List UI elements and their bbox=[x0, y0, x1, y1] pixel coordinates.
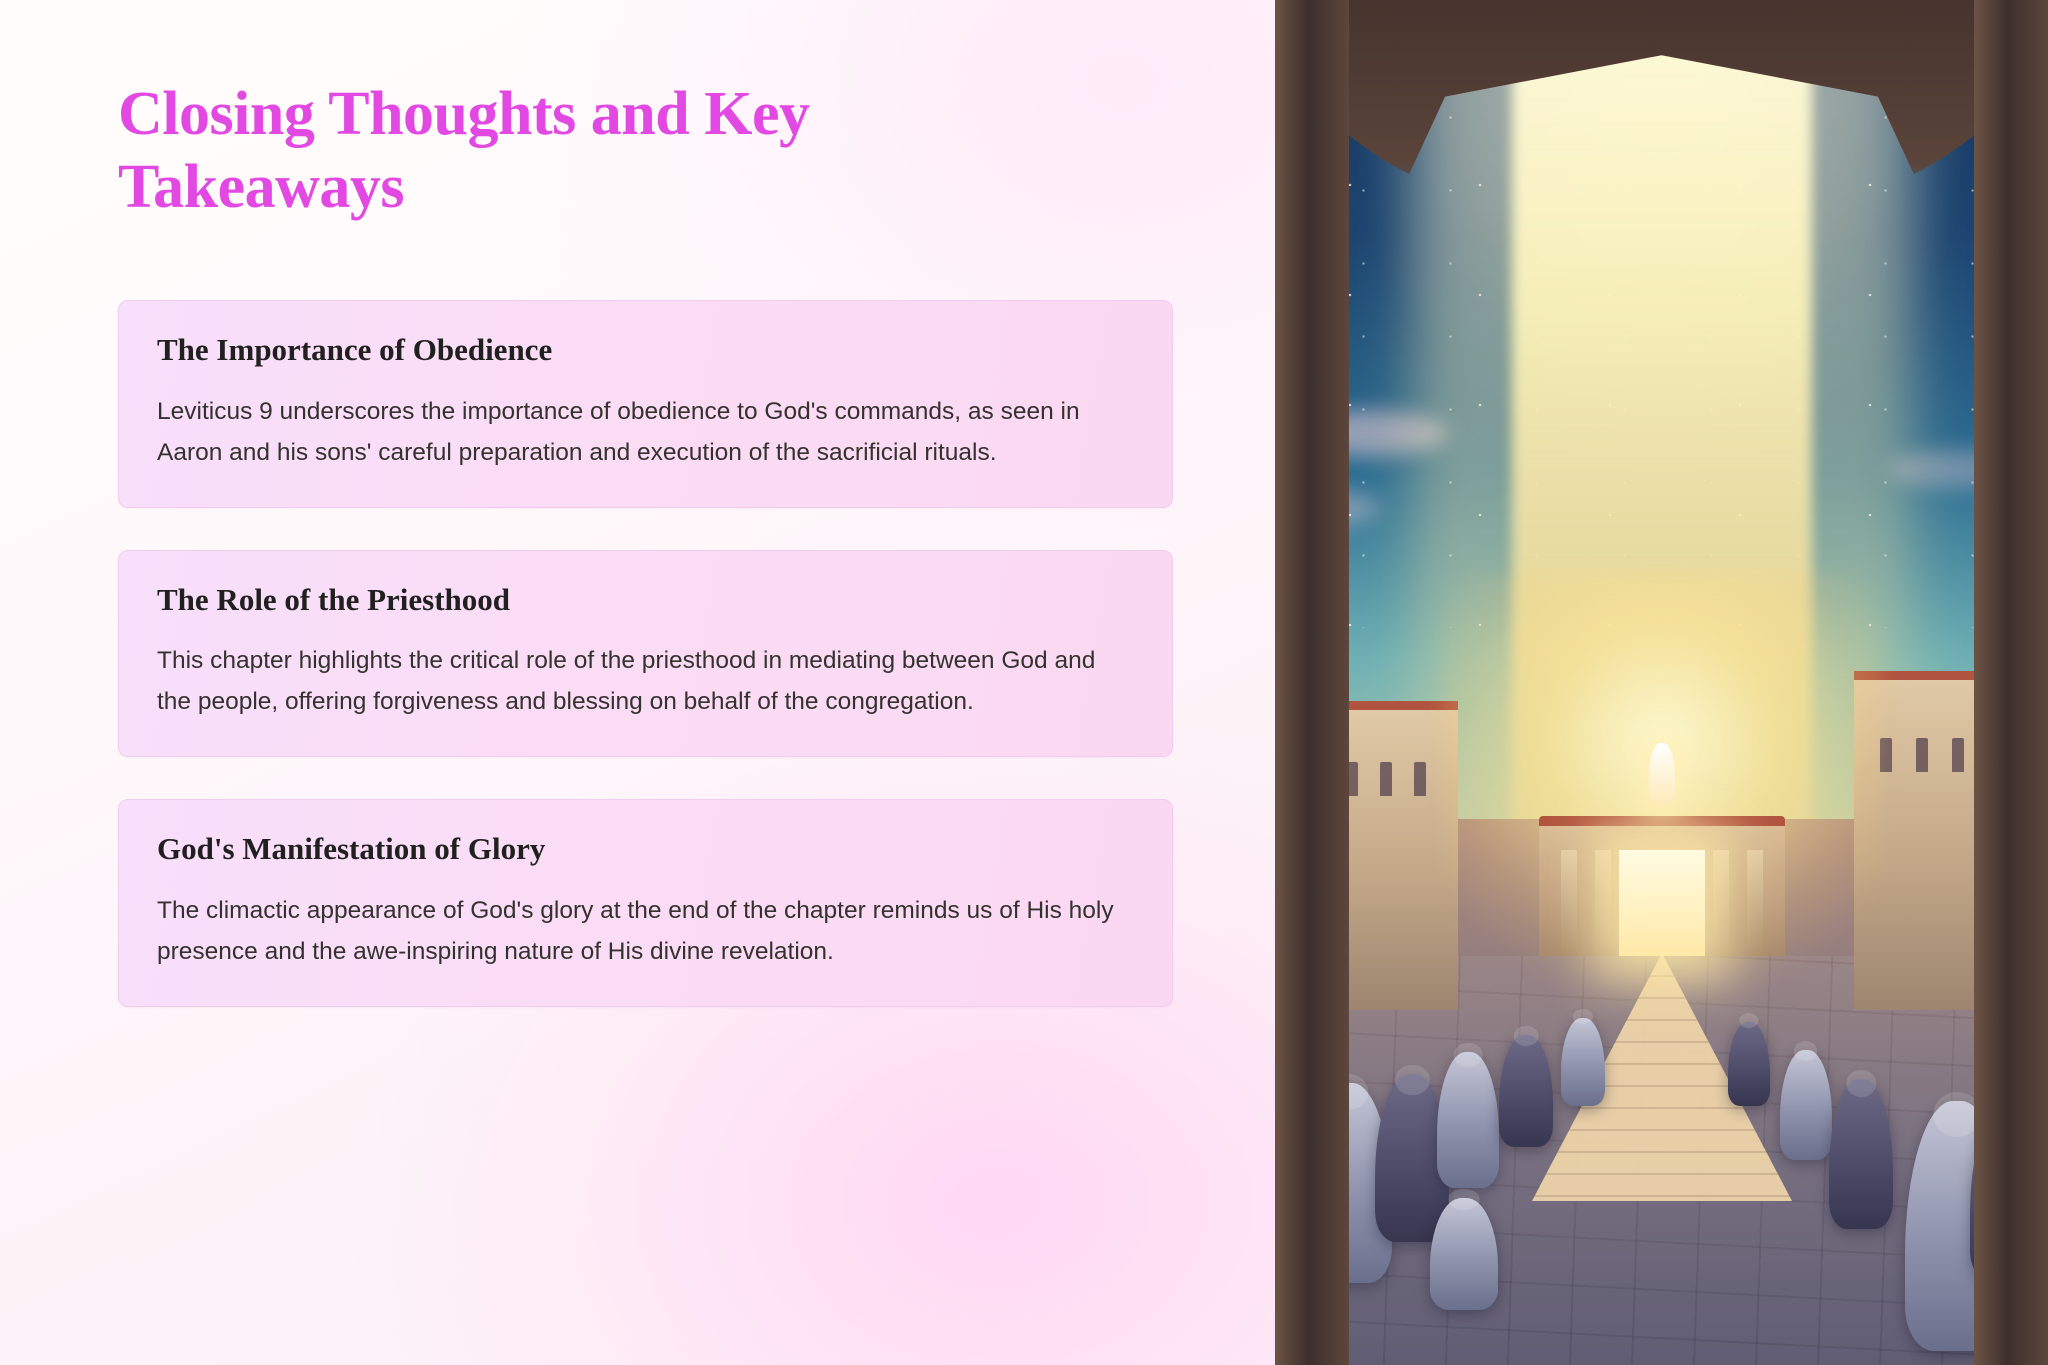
takeaway-card-title: God's Manifestation of Glory bbox=[157, 831, 546, 867]
takeaway-card bbox=[118, 300, 1173, 508]
takeaway-card bbox=[118, 550, 1173, 758]
temple-column bbox=[1747, 850, 1763, 956]
temple-doorway bbox=[1619, 850, 1705, 956]
temple-column bbox=[1595, 850, 1611, 956]
takeaway-card-body: This chapter highlights the critical role of the priesthood in mediating between God and the people, offering forgiveness and blessing on behalf of the congregation. bbox=[157, 647, 1096, 716]
temple-column bbox=[1713, 850, 1729, 956]
window bbox=[1916, 738, 1928, 772]
takeaway-card-title: The Importance of Obedience bbox=[157, 332, 553, 368]
figure-head bbox=[1514, 1026, 1539, 1046]
figure-head bbox=[1573, 1009, 1593, 1025]
takeaway-card-title: The Role of the Priesthood bbox=[157, 581, 511, 617]
building-left bbox=[1290, 701, 1458, 1010]
takeaway-card bbox=[118, 799, 1173, 1007]
crowd-figure bbox=[1780, 1050, 1832, 1160]
building-right bbox=[1854, 671, 2040, 1010]
temple-light-illustration bbox=[1275, 0, 2048, 1365]
illustration-pane bbox=[1275, 0, 2048, 1365]
takeaway-card-list bbox=[118, 300, 1173, 1007]
figure-head bbox=[1847, 1070, 1876, 1097]
figure-head bbox=[1448, 1189, 1479, 1209]
figure-head bbox=[1395, 1065, 1429, 1095]
figure-head bbox=[1933, 1092, 1981, 1137]
takeaway-card-body: The climactic appearance of God's glory at the end of the chapter reminds us of His holy presence and the awe-inspiring nature of His divine revelation. bbox=[157, 896, 1114, 965]
page-title: Closing Thoughts and Key Takeaways bbox=[118, 80, 810, 222]
figure-head bbox=[1991, 1094, 2027, 1126]
window bbox=[1414, 762, 1426, 796]
crowd-figure bbox=[1430, 1198, 1498, 1310]
temple bbox=[1539, 816, 1785, 956]
window bbox=[1952, 738, 1964, 772]
priest-figure bbox=[1649, 743, 1675, 805]
temple-column bbox=[1561, 850, 1577, 956]
window bbox=[1880, 738, 1892, 772]
window bbox=[1312, 762, 1324, 796]
window bbox=[1380, 762, 1392, 796]
figure-head bbox=[1794, 1041, 1818, 1061]
takeaway-card-body: Leviticus 9 underscores the importance of obedience to God's commands, as seen in Aaron and his sons' careful preparation and execution of the sacrificial rituals. bbox=[157, 397, 1080, 466]
window bbox=[1988, 738, 2000, 772]
figure-head bbox=[1454, 1043, 1483, 1067]
figure-head bbox=[1329, 1074, 1369, 1110]
crowd-figure bbox=[1728, 1022, 1770, 1106]
figure-head bbox=[1739, 1013, 1758, 1028]
window bbox=[1346, 762, 1358, 796]
